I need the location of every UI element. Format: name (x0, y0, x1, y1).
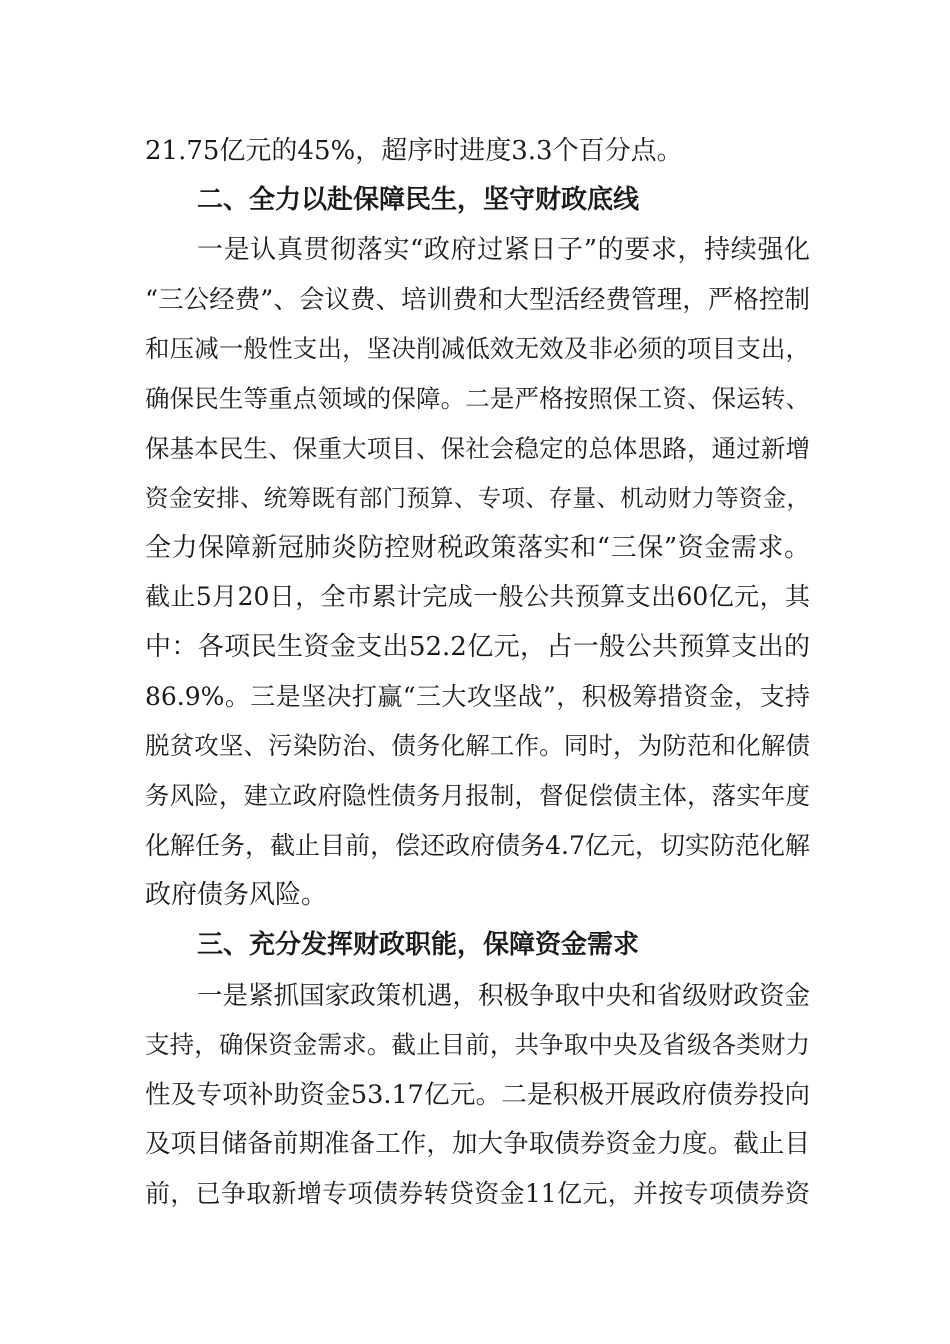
text-line-14: 务风险，建立政府隐性债务月报制，督促偿债主体，落实年度 (145, 781, 810, 810)
text-line-21: 及项目储备前期准备工作，加大争取债券资金力度。截止目 (145, 1129, 810, 1159)
text-line-9: 全力保障新冠肺炎防控财税政策落实和“三保”资金需求。 (145, 533, 810, 563)
text-line-1: 21.75亿元的45%，超序时进度3.3个百分点。 (145, 136, 683, 166)
text-line-22: 前，已争取新增专项债券转贷资金11亿元，并按专项债券资 (145, 1179, 810, 1208)
text-line-20: 性及专项补助资金53.17亿元。二是积极开展政府债券投向 (145, 1080, 810, 1110)
text-line-4: “三公经费”、会议费、培训费和大型活经费管理，严格控制 (145, 285, 810, 315)
text-line-10: 截止5月20日，全市累计完成一般公共预算支出60亿元，其 (145, 582, 810, 611)
text-line-6: 确保民生等重点领域的保障。二是严格按照保工资、保运转、 (145, 384, 810, 413)
text-line-11: 中：各项民生资金支出52.2亿元，占一般公共预算支出的 (145, 632, 810, 662)
text-line-13: 脱贫攻坚、污染防治、债务化解工作。同时，为防范和化解债 (145, 731, 810, 760)
text-line-7: 保基本民生、保重大项目、保社会稳定的总体思路，通过新增 (145, 434, 810, 463)
text-line-5: 和压减一般性支出，坚决削减低效无效及非必须的项目支出， (145, 334, 810, 363)
text-line-12: 86.9%。三是坚决打赢“三大攻坚战”，积极筹措资金，支持 (145, 682, 810, 711)
section-heading-2: 二、全力以赴保障民生，坚守财政底线 (197, 185, 640, 215)
text-line-3: 一是认真贯彻落实“政府过紧日子”的要求，持续强化 (197, 235, 810, 265)
text-line-16: 政府债务风险。 (145, 880, 328, 910)
text-line-8: 资金安排、统筹既有部门预算、专项、存量、机动财力等资金， (145, 484, 810, 512)
text-line-19: 支持，确保资金需求。截止目前，共争取中央及省级各类财力 (145, 1030, 810, 1059)
text-line-15: 化解任务，截止目前，偿还政府债务4.7亿元，切实防范化解 (145, 831, 810, 860)
section-heading-17: 三、充分发挥财政职能，保障资金需求 (197, 930, 640, 960)
text-line-18: 一是紧抓国家政策机遇，积极争取中央和省级财政资金 (197, 981, 810, 1011)
